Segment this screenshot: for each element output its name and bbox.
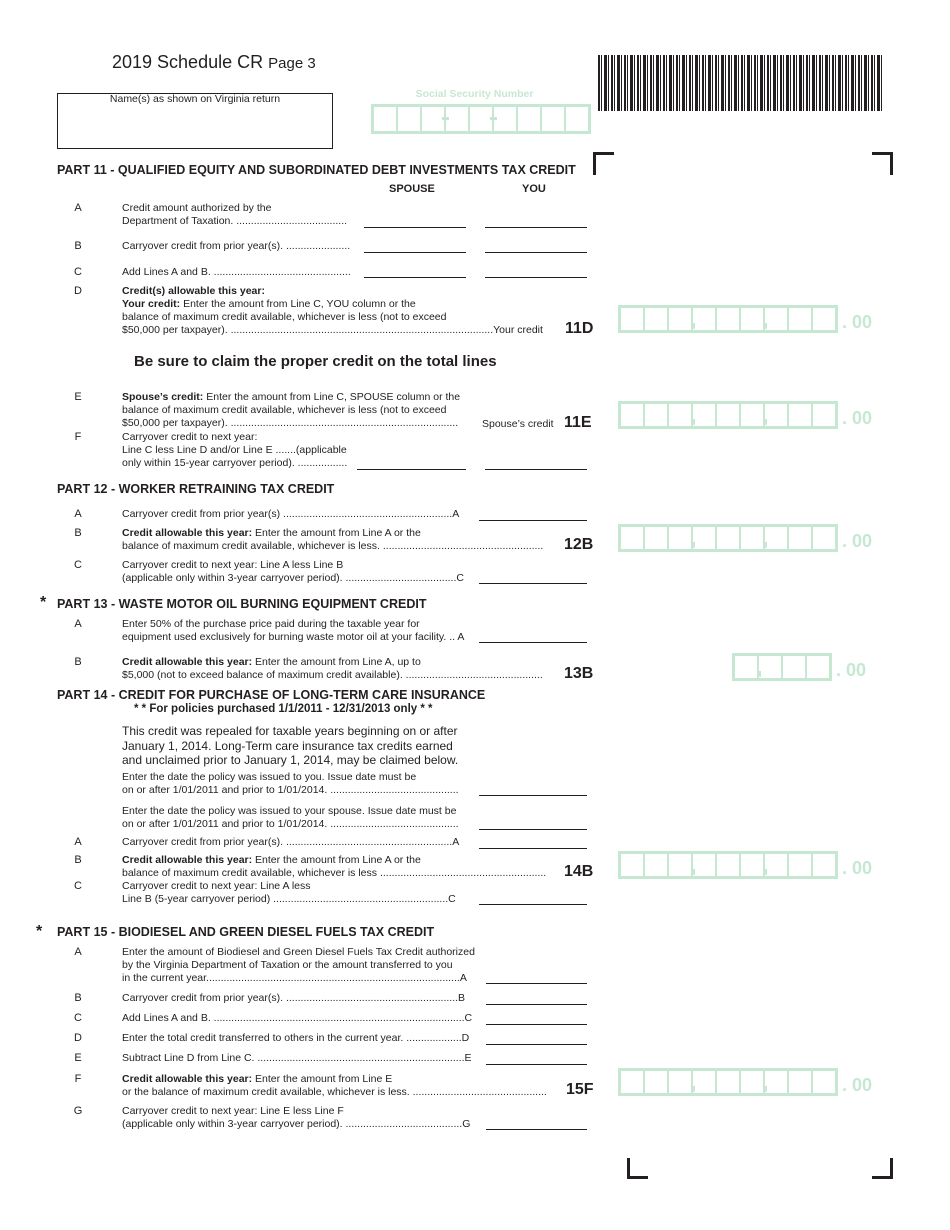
line-letter: B <box>74 992 82 1004</box>
line-letter: C <box>74 559 82 571</box>
amount-field-13b[interactable] <box>732 653 866 681</box>
line-letter: A <box>74 946 82 958</box>
line-letter: C <box>74 266 82 278</box>
barcode <box>598 55 882 111</box>
ssn-field[interactable] <box>371 104 591 134</box>
part14-subtitle: * * For policies purchased 1/1/2011 - 12/31/2013 only * * <box>134 703 433 715</box>
p14-line-c: Carryover credit to next year: Line A less Line B (5-year carryover period) ............................................................C <box>122 880 456 905</box>
line-ref-14b: 14B <box>564 863 594 880</box>
p12c-field[interactable] <box>479 582 587 584</box>
amount-field-15f[interactable] <box>618 1068 872 1096</box>
line-letter: A <box>74 836 82 848</box>
line-ref-13b: 13B <box>564 665 594 682</box>
line-letter: E <box>74 1052 82 1064</box>
line-letter: B <box>74 656 82 668</box>
p13-line-b: Credit allowable this year: Enter the amount from Line A, up to $5,000 (not to exceed balance of maximum credit available). ............................................... <box>122 656 543 681</box>
amount-field-11e[interactable] <box>618 401 872 429</box>
page-title: 2019 Schedule CR Page 3 <box>112 52 316 72</box>
p15c-field[interactable] <box>486 1023 587 1025</box>
p15-line-d: Enter the total credit transferred to others in the current year. ...................D <box>122 1032 470 1044</box>
line-letter: F <box>74 431 82 443</box>
part15-title: PART 15 - BIODIESEL AND GREEN DIESEL FUELS TAX CREDIT <box>57 925 435 939</box>
corner-mark <box>872 152 893 175</box>
amount-field-14b[interactable] <box>618 851 872 879</box>
line-ref-11e: 11E <box>564 414 592 431</box>
p13a-field[interactable] <box>479 641 587 643</box>
p12-line-a: Carryover credit from prior year(s) ..........................................................A <box>122 508 460 520</box>
amount-field-11d[interactable] <box>618 305 872 333</box>
p15-line-c: Add Lines A and B. ......................................................................................C <box>122 1012 473 1024</box>
name-field[interactable] <box>57 93 333 149</box>
p11c-you-field[interactable] <box>485 276 587 278</box>
line-letter: A <box>74 202 82 214</box>
p14-date-spouse-field[interactable] <box>479 828 587 830</box>
corner-mark <box>627 1158 648 1179</box>
star-marker: * <box>36 923 43 940</box>
p11-line-b: Carryover credit from prior year(s). ...................... <box>122 240 351 252</box>
p15-line-f: Credit allowable this year: Enter the amount from Line E or the balance of maximum credit available, whichever is less. .............................................. <box>122 1073 547 1098</box>
claim-notice: Be sure to claim the proper credit on the total lines <box>134 353 497 370</box>
line-letter: D <box>74 285 82 297</box>
line-letter: A <box>74 508 82 520</box>
p14a-field[interactable] <box>479 847 587 849</box>
p15-line-g: Carryover credit to next year: Line E less Line F (applicable only within 3-year carryover period). ........................................G <box>122 1105 471 1130</box>
cents-label: . 00 <box>836 660 867 680</box>
line-letter: G <box>73 1105 83 1117</box>
p11f-spouse-field[interactable] <box>357 468 466 470</box>
part11-title: PART 11 - QUALIFIED EQUITY AND SUBORDINATED DEBT INVESTMENTS TAX CREDIT <box>57 163 576 177</box>
amount-field-12b[interactable] <box>618 524 872 552</box>
p15a-field[interactable] <box>486 982 587 984</box>
p15e-field[interactable] <box>486 1063 587 1065</box>
p11-line-a: Credit amount authorized by the Department of Taxation. ...................................... <box>122 202 348 227</box>
p11-line-d: Credit(s) allowable this year: Your credit: Enter the amount from Line C, YOU column or the balance of maximum credit available, whichever is less (not to exceed $50,000 per taxpayer). ..........................................................................................Your credit <box>122 285 543 336</box>
line-letter: D <box>74 1032 82 1044</box>
p15b-field[interactable] <box>486 1003 587 1005</box>
col-spouse: SPOUSE <box>389 183 435 195</box>
part12-title: PART 12 - WORKER RETRAINING TAX CREDIT <box>57 482 335 496</box>
p11-line-e: Spouse’s credit: Enter the amount from Line C, SPOUSE column or the balance of maximum credit available, whichever is less (not to exceed $50,000 per taxpayer). .............................................................................. <box>122 391 461 429</box>
line-letter: E <box>74 391 82 403</box>
ssn-label: Social Security Number <box>415 88 534 100</box>
p15-line-a: Enter the amount of Biodiesel and Green Diesel Fuels Tax Credit authorized by the Virginia Department of Taxation or the amount transferred to you in the current year.......................................................................................A <box>122 946 475 984</box>
part14-title: PART 14 - CREDIT FOR PURCHASE OF LONG-TERM CARE INSURANCE <box>57 688 486 702</box>
part13-title: PART 13 - WASTE MOTOR OIL BURNING EQUIPMENT CREDIT <box>57 597 427 611</box>
star-marker: * <box>40 594 47 611</box>
p11b-you-field[interactable] <box>485 251 587 253</box>
p11-line-c: Add Lines A and B. ............................................... <box>122 266 351 278</box>
p14-date-spouse: Enter the date the policy was issued to your spouse. Issue date must be on or after 1/01/2011 and prior to 1/01/2014. ............................................ <box>122 805 459 830</box>
p15-line-b: Carryover credit from prior year(s). ...........................................................B <box>122 992 466 1004</box>
p11-line-f: Carryover credit to next year: Line C less Line D and/or Line E .......(applicable only within 15-year carryover period). ................. <box>122 431 348 469</box>
corner-mark <box>872 1158 893 1179</box>
line-letter: C <box>74 1012 82 1024</box>
line-ref-12b: 12B <box>564 536 594 553</box>
part14-notice: This credit was repealed for taxable years beginning on or after January 1, 2014. Long-Term care insurance tax credits earned and unclaimed prior to January 1, 2014, may be claimed below. <box>122 724 459 767</box>
p15d-field[interactable] <box>486 1043 587 1045</box>
p13-line-a: Enter 50% of the purchase price paid during the taxable year for equipment used exclusively for burning waste motor oil at your facility. .. A <box>122 618 465 643</box>
line-ref-11d: 11D <box>565 320 594 337</box>
p14-line-b: Credit allowable this year: Enter the amount from Line A or the balance of maximum credit available, whichever is less ......................................................... <box>122 854 547 879</box>
p15-line-e: Subtract Line D from Line C. .......................................................................E <box>122 1052 472 1064</box>
p12-line-c: Carryover credit to next year: Line A less Line B (applicable only within 3-year carryover period). ......................................C <box>122 559 464 584</box>
p11a-you-field[interactable] <box>485 226 587 228</box>
line-letter: F <box>74 1073 82 1085</box>
p11a-spouse-field[interactable] <box>364 226 466 228</box>
p11b-spouse-field[interactable] <box>364 251 466 253</box>
p12-line-b: Credit allowable this year: Enter the amount from Line A or the balance of maximum credit available, whichever is less. ....................................................... <box>122 527 544 552</box>
p12a-field[interactable] <box>479 519 587 521</box>
spouse-credit-label: Spouse’s credit <box>482 418 554 430</box>
line-letter: A <box>74 618 82 630</box>
cents-label: . 00 <box>842 312 873 332</box>
line-letter: B <box>74 240 82 252</box>
p14-date-you-field[interactable] <box>479 794 587 796</box>
line-letter: B <box>74 854 82 866</box>
line-letter: B <box>74 527 82 539</box>
name-label: Name(s) as shown on Virginia return <box>109 93 281 105</box>
p11f-you-field[interactable] <box>485 468 587 470</box>
cents-label: . 00 <box>842 531 873 551</box>
corner-mark <box>593 152 614 175</box>
p14c-field[interactable] <box>479 903 587 905</box>
cents-label: . 00 <box>842 858 873 878</box>
line-letter: C <box>74 880 82 892</box>
cents-label: . 00 <box>842 1075 873 1095</box>
col-you: YOU <box>522 183 546 195</box>
cents-label: . 00 <box>842 408 873 428</box>
p14-date-you: Enter the date the policy was issued to you. Issue date must be on or after 1/01/2011 and prior to 1/01/2014. ............................................ <box>122 771 459 796</box>
p11c-spouse-field[interactable] <box>364 276 466 278</box>
line-ref-15f: 15F <box>566 1081 594 1098</box>
p15g-field[interactable] <box>486 1128 587 1130</box>
p14-line-a: Carryover credit from prior year(s). .........................................................A <box>122 836 460 848</box>
